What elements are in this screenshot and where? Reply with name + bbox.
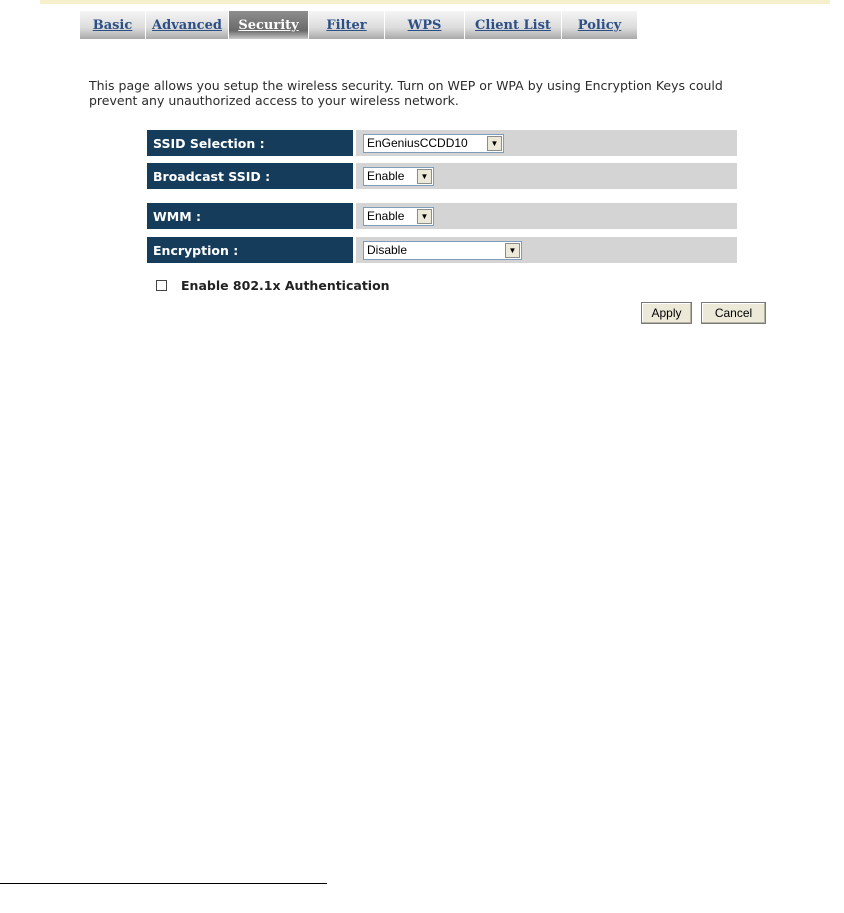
tab-filter[interactable]: Filter xyxy=(309,11,385,39)
encryption-label: Encryption : xyxy=(147,237,353,263)
auth-8021x-checkbox[interactable] xyxy=(156,280,167,291)
tab-basic[interactable]: Basic xyxy=(80,11,146,39)
wmm-row xyxy=(147,203,737,229)
apply-button[interactable]: Apply xyxy=(641,302,692,324)
ssid-selection-select[interactable] xyxy=(363,134,504,153)
tab-bar xyxy=(80,11,658,39)
wmm-select[interactable] xyxy=(363,207,434,226)
ssid-selection-value: EnGeniusCCDD10 xyxy=(367,136,468,150)
chevron-down-icon: ▼ xyxy=(417,209,432,224)
tab-policy[interactable]: Policy xyxy=(562,11,638,39)
chevron-down-icon: ▼ xyxy=(417,169,432,184)
encryption-value: Disable xyxy=(367,243,408,257)
tab-advanced[interactable]: Advanced xyxy=(146,11,229,39)
broadcast-ssid-label: Broadcast SSID : xyxy=(147,163,353,189)
broadcast-ssid-select[interactable] xyxy=(363,167,434,186)
top-accent-strip xyxy=(40,0,830,4)
intro-text: This page allows you setup the wireless security. Turn on WEP or WPA by using Encryption Keys could prevent any unauthorized access to your wireless network. xyxy=(89,78,723,108)
cancel-button[interactable]: Cancel xyxy=(701,302,766,324)
tab-wps[interactable]: WPS xyxy=(385,11,465,39)
encryption-row xyxy=(147,237,737,263)
chevron-down-icon: ▼ xyxy=(505,243,520,258)
auth-8021x-label[interactable]: Enable 802.1x Authentication xyxy=(181,278,390,293)
broadcast-ssid-row xyxy=(147,163,737,189)
tab-client-list[interactable]: Client List xyxy=(465,11,562,39)
auth-8021x-option xyxy=(156,278,390,293)
footnote-divider xyxy=(0,883,327,884)
broadcast-ssid-value: Enable xyxy=(367,169,405,183)
wmm-value: Enable xyxy=(367,209,405,223)
ssid-selection-row xyxy=(147,130,737,156)
wmm-label: WMM : xyxy=(147,203,353,229)
ssid-selection-label: SSID Selection : xyxy=(147,130,353,156)
chevron-down-icon: ▼ xyxy=(487,136,502,151)
tab-security[interactable]: Security xyxy=(229,11,309,39)
encryption-select[interactable] xyxy=(363,241,522,260)
